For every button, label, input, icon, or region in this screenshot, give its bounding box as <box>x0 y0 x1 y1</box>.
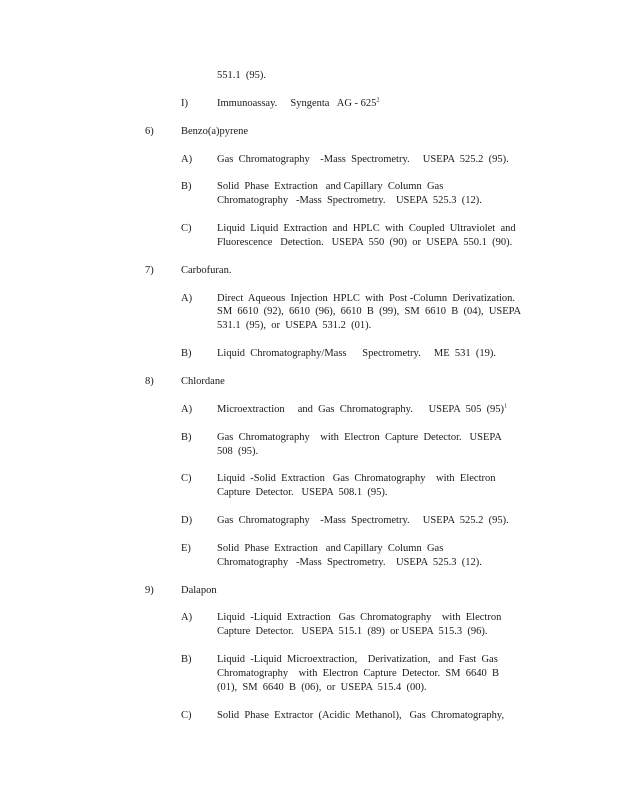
line-text: Liquid -Liquid Extraction Gas Chromatography with Electron <box>217 612 502 623</box>
section-heading <box>181 375 225 389</box>
item-label <box>181 472 192 486</box>
line-text: Gas Chromatography with Electron Capture Detector. USEPA <box>217 432 502 443</box>
line-text: Liquid Chromatography/Mass Spectrometry. ME 531 (19). <box>217 348 496 359</box>
item-label <box>181 292 192 306</box>
line-text: B) <box>181 432 192 443</box>
text-line <box>217 667 499 681</box>
text-line <box>217 292 515 306</box>
section-number <box>145 125 154 139</box>
text-line <box>217 709 504 723</box>
text-line <box>217 403 507 417</box>
line-text: B) <box>181 654 192 665</box>
line-text: Chromatography with Electron Capture Detector. SM 6640 B <box>217 668 499 679</box>
item-label <box>181 653 192 667</box>
text-line <box>217 347 496 361</box>
item-label <box>181 347 192 361</box>
line-text: Solid Phase Extraction and Capillary Column Gas <box>217 181 444 192</box>
footnote-marker: 2 <box>376 97 380 104</box>
text-line <box>217 653 498 667</box>
text-line <box>217 625 487 639</box>
text-line <box>217 611 501 625</box>
item-label <box>181 403 192 417</box>
line-text: Liquid -Liquid Microextraction, Derivatization, and Fast Gas <box>217 654 498 665</box>
line-text: Solid Phase Extractor (Acidic Methanol), Gas Chromatography, <box>217 710 505 721</box>
text-line <box>217 681 427 695</box>
item-label <box>181 542 191 556</box>
line-text: Carbofuran. <box>181 265 232 276</box>
line-text: Gas Chromatography -Mass Spectrometry. USEPA 525.2 (95). <box>217 515 509 526</box>
item-label <box>181 431 192 445</box>
line-text: A) <box>181 154 193 165</box>
text-line <box>217 97 379 111</box>
line-text: E) <box>181 543 191 554</box>
text-line <box>217 472 496 486</box>
line-text: 551.1 (95). <box>217 70 266 81</box>
line-text: Chromatography -Mass Spectrometry. USEPA 525.3 (12). <box>217 195 482 206</box>
line-text: SM 6610 (92), 6610 (96), 6610 B (99), SM 6610 B (04), USEPA <box>217 306 522 317</box>
line-text: Microextraction and Gas Chromatography. USEPA 505 (95) <box>217 404 505 415</box>
line-text: I) <box>181 98 188 109</box>
line-text: B) <box>181 181 192 192</box>
line-text: Solid Phase Extraction and Capillary Column Gas <box>217 543 444 554</box>
item-label <box>181 222 192 236</box>
text-line <box>217 445 258 459</box>
item-label <box>181 709 192 723</box>
line-text: Direct Aqueous Injection HPLC with Post -Column Derivatization. <box>217 293 516 304</box>
line-text: Benzo(a)pyrene <box>181 126 249 137</box>
line-text: C) <box>181 710 192 721</box>
line-text: Fluorescence Detection. USEPA 550 (90) or USEPA 550.1 (90). <box>217 237 513 248</box>
text-line <box>217 486 388 500</box>
item-label <box>181 97 188 111</box>
line-text: 7) <box>145 265 154 276</box>
item-label <box>181 514 192 528</box>
text-line <box>217 431 502 445</box>
line-text: 6) <box>145 126 154 137</box>
text-line <box>217 319 371 333</box>
section-heading <box>181 125 248 139</box>
text-line <box>217 222 516 236</box>
text-line <box>217 236 512 250</box>
line-text: Chlordane <box>181 376 225 387</box>
line-text: 508 (95). <box>217 446 259 457</box>
section-number <box>145 375 154 389</box>
line-text: C) <box>181 223 192 234</box>
line-text: A) <box>181 293 193 304</box>
line-text: 9) <box>145 585 154 596</box>
item-label <box>181 153 192 167</box>
line-text: 531.1 (95), or USEPA 531.2 (01). <box>217 320 372 331</box>
text-line <box>217 305 521 319</box>
line-text: Capture Detector. USEPA 508.1 (95). <box>217 487 388 498</box>
item-label <box>181 180 192 194</box>
line-text: Dalapon <box>181 585 217 596</box>
text-line <box>217 153 509 167</box>
line-text: (01), SM 6640 B (06), or USEPA 515.4 (00). <box>217 682 427 693</box>
line-text: Liquid -Solid Extraction Gas Chromatography with Electron <box>217 473 496 484</box>
section-number <box>145 264 154 278</box>
text-line <box>217 514 509 528</box>
line-text: Gas Chromatography -Mass Spectrometry. USEPA 525.2 (95). <box>217 154 509 165</box>
line-text: 8) <box>145 376 154 387</box>
text-line <box>217 69 266 83</box>
line-text: A) <box>181 612 193 623</box>
line-text: Immunoassay. Syngenta AG - 625 <box>217 98 377 109</box>
line-text: Capture Detector. USEPA 515.1 (89) or USEPA 515.3 (96). <box>217 626 488 637</box>
line-text: D) <box>181 515 193 526</box>
text-line <box>217 194 482 208</box>
text-line <box>217 556 482 570</box>
footnote-marker: 1 <box>504 403 508 410</box>
line-text: Liquid Liquid Extraction and HPLC with Coupled Ultraviolet and <box>217 223 516 234</box>
section-heading <box>181 584 217 598</box>
item-label <box>181 611 192 625</box>
line-text: A) <box>181 404 193 415</box>
line-text: B) <box>181 348 192 359</box>
line-text: Chromatography -Mass Spectrometry. USEPA 525.3 (12). <box>217 557 482 568</box>
section-heading <box>181 264 231 278</box>
text-line <box>217 180 443 194</box>
section-number <box>145 584 154 598</box>
line-text: C) <box>181 473 192 484</box>
text-line <box>217 542 443 556</box>
